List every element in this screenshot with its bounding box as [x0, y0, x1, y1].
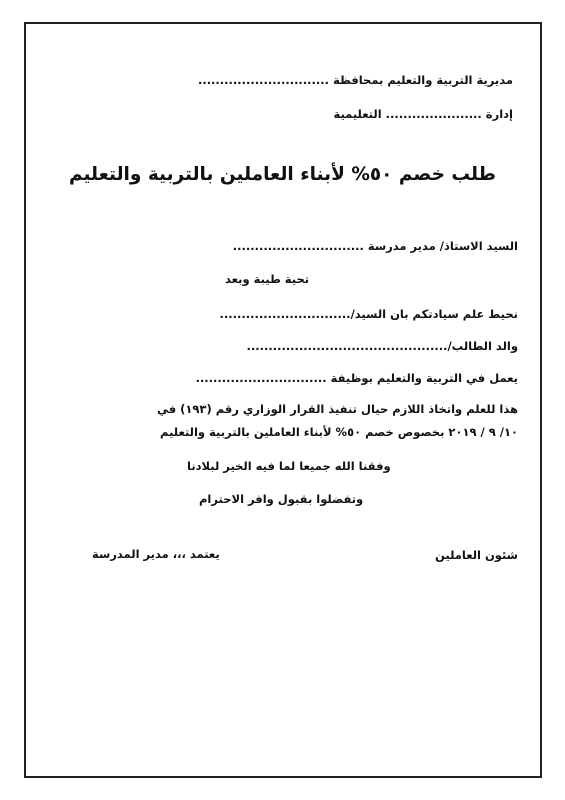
addressee-line: السيد الاستاذ/ مدير مدرسة ..............................	[232, 239, 518, 253]
job-line: يعمل في التربية والتعليم بوظيفة ..............................	[195, 371, 518, 385]
page-title: طلب خصم ٥٠% لأبناء العاملين بالتربية والتعليم	[69, 164, 496, 185]
paragraph-line-1: هذا للعلم واتخاذ اللازم حيال تنفيذ القرار الوزاري رقم (١٩٣) في	[156, 402, 518, 416]
paragraph-line-2: ١٠/ ٩ / ٢٠١٩ بخصوص خصم ٥٠% لأبناء العاملين بالتربية والتعليم	[160, 425, 518, 439]
page-border	[24, 22, 542, 778]
administration-line: إدارة ...................... التعليمية	[333, 107, 513, 121]
approval-signature: يعتمد ،،، مدير المدرسة	[92, 547, 220, 561]
prayer-line: وفقنا الله جميعا لما فيه الخير لبلادنا	[187, 459, 391, 473]
greeting-line: تحية طيبة وبعد	[225, 272, 310, 286]
parent-line: والد الطالب/..............................................	[246, 339, 518, 353]
notice-line: نحيط علم سيادتكم بان السيد/..............................	[219, 307, 518, 321]
affairs-signature: شئون العاملين	[435, 548, 518, 562]
closing-line: وتفضلوا بقبول وافر الاحترام	[199, 492, 364, 506]
directorate-line: مديرية التربية والتعليم بمحافظة ..............................	[197, 73, 513, 87]
